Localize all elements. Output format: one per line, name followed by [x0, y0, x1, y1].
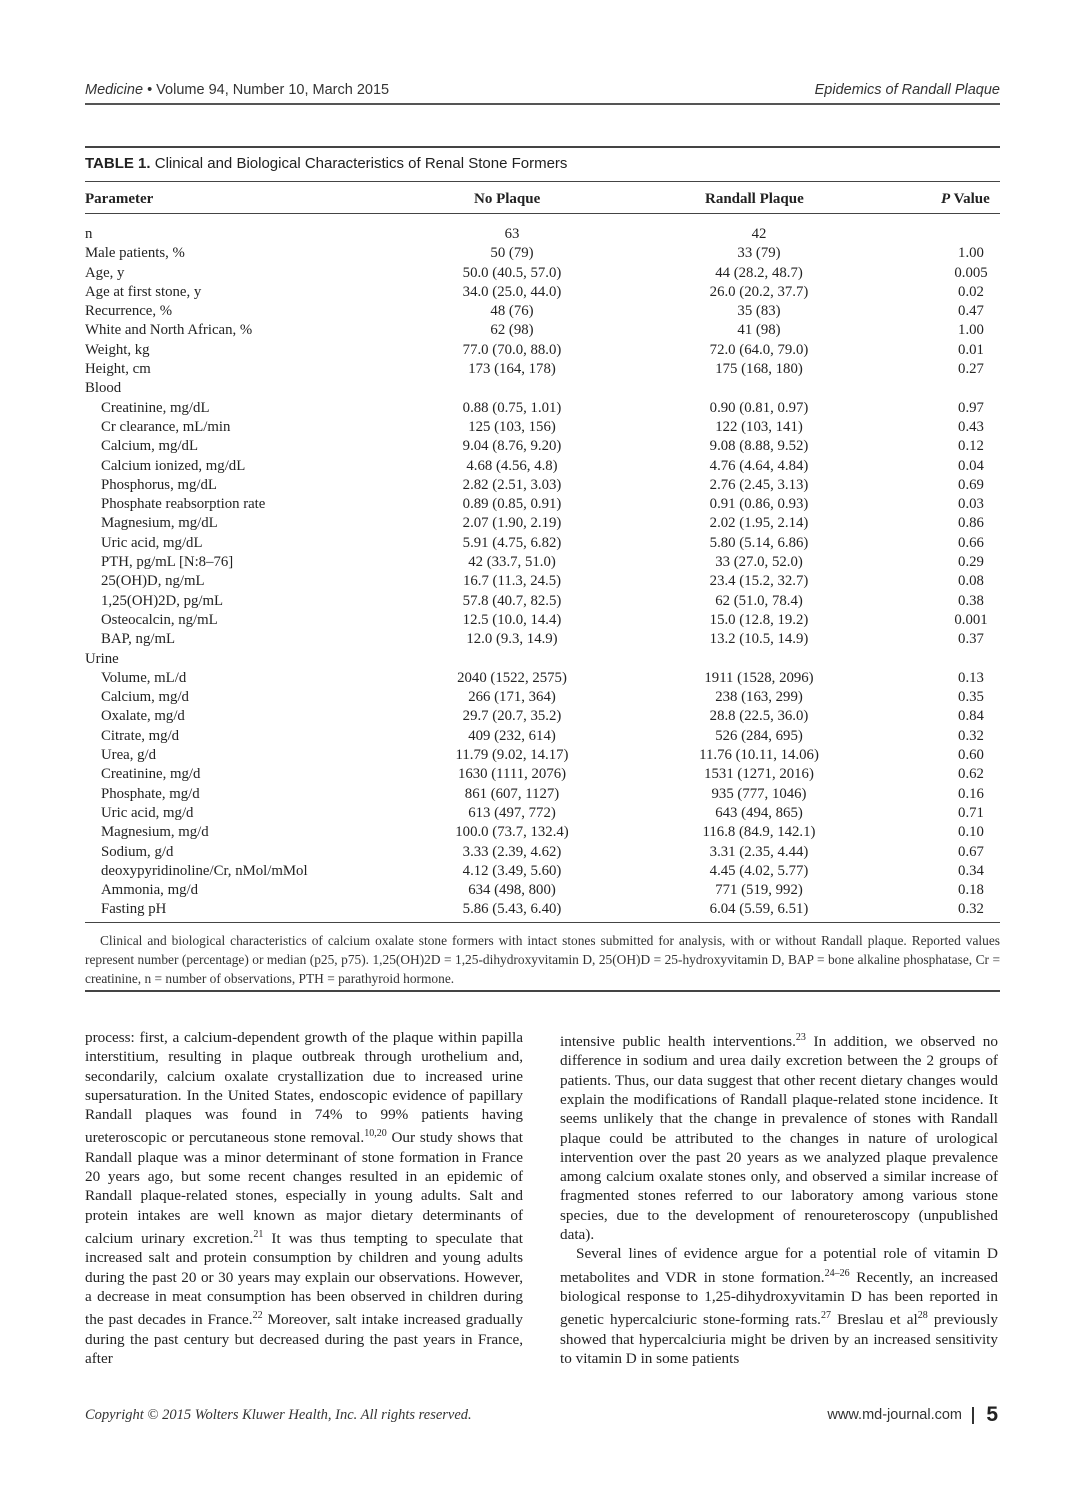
header-bullet: • [147, 82, 153, 98]
table-row [85, 688, 1000, 707]
p-italic: P [941, 191, 951, 207]
cell-p-value: 0.16 [958, 785, 984, 802]
cell-no-plaque: 50.0 (40.5, 57.0) [462, 264, 562, 281]
cell-no-plaque: 125 (103, 156) [468, 418, 556, 435]
cell-parameter: Male patients, % [85, 245, 185, 262]
table-row [85, 534, 1000, 553]
cell-no-plaque: 11.79 (9.02, 14.17) [455, 747, 569, 764]
cell-parameter: Creatinine, mg/d [101, 766, 201, 783]
citation[interactable]: 10,20 [364, 1128, 387, 1140]
cell-parameter: n [85, 226, 93, 242]
page-footer [85, 1404, 1000, 1428]
table-row [85, 283, 1000, 302]
cell-parameter: 1,25(OH)2D, pg/mL [101, 592, 224, 609]
header-divider [85, 103, 1000, 105]
cell-randall-plaque: 4.76 (4.64, 4.84) [709, 457, 809, 474]
cell-p-value: 0.43 [958, 418, 984, 435]
cell-no-plaque: 613 (497, 772) [468, 804, 556, 821]
footer-separator [972, 1407, 974, 1424]
table-body [85, 225, 1000, 920]
cell-no-plaque: 4.12 (3.49, 5.60) [462, 862, 562, 879]
citation[interactable]: 27 [820, 1310, 831, 1322]
cell-p-value: 0.62 [958, 766, 984, 783]
cell-randall-plaque: 35 (83) [737, 303, 781, 320]
cell-randall-plaque: 44 (28.2, 48.7) [715, 264, 803, 281]
cell-p-value: 0.47 [958, 303, 984, 320]
cell-randall-plaque: 0.90 (0.81, 0.97) [709, 399, 809, 416]
cell-no-plaque: 9.04 (8.76, 9.20) [462, 438, 562, 455]
cell-no-plaque: 409 (232, 614) [468, 727, 556, 744]
cell-parameter: Calcium, mg/dL [101, 438, 198, 455]
citation[interactable]: 24–26 [824, 1267, 850, 1279]
cell-randall-plaque: 62 (51.0, 78.4) [715, 592, 803, 609]
paragraph [85, 1028, 523, 1368]
cell-p-value: 0.03 [958, 496, 984, 513]
cell-parameter: BAP, ng/mL [101, 631, 175, 648]
table-row [85, 862, 1000, 881]
body-text: previously showed that hypercalciuria might be driven by an increased sensitivity to vitamin D in some patients [560, 1311, 998, 1367]
cell-parameter: Sodium, g/d [101, 843, 174, 860]
journal-info [85, 82, 389, 98]
table-bottom-rule [85, 922, 1000, 923]
cell-randall-plaque: 33 (79) [737, 245, 781, 262]
cell-no-plaque: 2.07 (1.90, 2.19) [462, 515, 562, 532]
cell-parameter: Age at first stone, y [85, 283, 202, 300]
cell-no-plaque: 266 (171, 364) [468, 689, 556, 706]
cell-randall-plaque: 42 [751, 226, 767, 242]
journal-volume: Volume 94, Number 10, March 2015 [156, 82, 390, 98]
table-row [85, 843, 1000, 862]
cell-randall-plaque: 1911 (1528, 2096) [704, 669, 814, 686]
journal-name: Medicine [85, 82, 144, 98]
table-row [85, 514, 1000, 533]
cell-parameter: Fasting pH [101, 901, 167, 918]
cell-p-value: 0.86 [958, 515, 984, 532]
table-row [85, 457, 1000, 476]
citation[interactable]: 22 [252, 1310, 263, 1322]
page-number: 5 [986, 1403, 998, 1426]
cell-randall-plaque: 9.08 (8.88, 9.52) [709, 438, 809, 455]
cell-parameter: Urea, g/d [101, 747, 157, 764]
table-row [85, 785, 1000, 804]
cell-parameter: Calcium ionized, mg/dL [101, 457, 246, 474]
cell-parameter: Calcium, mg/d [101, 689, 189, 706]
cell-no-plaque: 48 (76) [490, 303, 534, 320]
body-text: Breslau et al [830, 1311, 918, 1329]
cell-p-value: 1.00 [958, 322, 984, 339]
cell-p-value: 0.001 [954, 611, 988, 628]
cell-p-value: 0.97 [958, 399, 984, 416]
table-row [85, 302, 1000, 321]
table-row [85, 881, 1000, 900]
cell-p-value: 0.12 [958, 438, 984, 455]
table-row [85, 264, 1000, 283]
cell-parameter: 25(OH)D, ng/mL [101, 573, 205, 590]
cell-parameter: White and North African, % [85, 322, 253, 339]
cell-p-value: 0.67 [958, 843, 984, 860]
cell-p-value: 0.34 [958, 862, 984, 879]
paragraph [560, 1244, 998, 1368]
cell-randall-plaque: 41 (98) [737, 322, 781, 339]
cell-randall-plaque: 72.0 (64.0, 79.0) [709, 341, 809, 358]
cell-no-plaque: 62 (98) [490, 322, 534, 339]
cell-randall-plaque: 2.76 (2.45, 3.13) [709, 476, 809, 493]
body-text: Recently, an increased biological response to 1,25-dihydroxyvitamin D has been reported in genetic hypercalciuric stone-forming rats. [560, 1268, 998, 1329]
cell-randall-plaque: 13.2 (10.5, 14.9) [709, 631, 809, 648]
cell-randall-plaque: 5.80 (5.14, 6.86) [709, 534, 809, 551]
table-row [85, 707, 1000, 726]
citation[interactable]: 28 [917, 1310, 928, 1322]
cell-randall-plaque: 33 (27.0, 52.0) [715, 554, 803, 571]
cell-parameter: Osteocalcin, ng/mL [101, 611, 218, 628]
cell-no-plaque: 63 [504, 226, 520, 242]
column-header-parameter: Parameter [85, 191, 154, 207]
cell-no-plaque: 4.68 (4.56, 4.8) [466, 457, 558, 474]
table-row [85, 553, 1000, 572]
cell-p-value: 0.69 [958, 476, 984, 493]
body-text: process: first, a calcium-dependent growth of the plaque within papilla interstitium, resulting in plaque outbreak through urothelium and, secondarily, calcium oxalate crystallization due to increased urine supersaturation. In the United States, endoscopic evidence of papillary Randall plaques was found in 74% to 99% patients having ureteroscopic or percutaneous stone removal. [85, 1029, 523, 1147]
table-caption [85, 155, 1000, 172]
body-text: Our study shows that Randall plaque was a minor determinant of stone formation in France 20 years ago, but some recent changes resulted in an epidemic of Randall plaque-related stones, especially in young adults. Salt and protein intakes are well known as major dietary determinants of calcium urinary excretion. [85, 1129, 523, 1248]
table-header-bottom-rule [85, 213, 1000, 214]
table-row [85, 669, 1000, 688]
running-header [85, 78, 1000, 102]
cell-parameter: Cr clearance, mL/min [101, 418, 231, 435]
table-row [85, 630, 1000, 649]
table-row [85, 476, 1000, 495]
body-column-right [560, 1028, 998, 1368]
cell-no-plaque: 634 (498, 800) [468, 882, 556, 899]
body-column-left [85, 1028, 523, 1368]
cell-randall-plaque: 4.45 (4.02, 5.77) [709, 862, 809, 879]
table-row [85, 611, 1000, 630]
table-row [85, 495, 1000, 514]
cell-no-plaque: 5.86 (5.43, 6.40) [462, 901, 562, 918]
cell-no-plaque: 0.89 (0.85, 0.91) [462, 496, 562, 513]
cell-randall-plaque: 3.31 (2.35, 4.44) [709, 843, 809, 860]
column-header-randall-plaque: Randall Plaque [705, 191, 804, 207]
table-row [85, 650, 1000, 669]
cell-no-plaque: 50 (79) [490, 245, 534, 262]
body-text: In addition, we observed no difference in sodium and urea daily excretion between the 2 groups of patients. Thus, our data suggest that other recent dietary changes would explain the modifications of Randall plaque-related stone incidence. It seems unlikely that the change in prevalence of stones with Randall plaque could be attributed to the changes in nature of urological intervention over the past 20 years as we analyzed plaque prevalence among calcium oxalate stones only, and observed a similar increase of fragmented stones referred to our laboratory among various stone species, due to the development of renoureteroscopy (unpublished data). [560, 1033, 998, 1244]
cell-no-plaque: 2040 (1522, 2575) [457, 669, 567, 686]
cell-parameter: Age, y [85, 264, 125, 281]
body-text: It was thus tempting to speculate that increased salt and protein consumption by children and young adults during the past 20 or 30 years may explain our observations. However, a decrease in meat consumption has been observed in children during the past decades in France. [85, 1230, 523, 1329]
table-row [85, 244, 1000, 263]
journal-url-link[interactable]: www.md-journal.com [827, 1407, 962, 1423]
cell-no-plaque: 12.5 (10.0, 14.4) [462, 611, 562, 628]
cell-randall-plaque: 2.02 (1.95, 2.14) [709, 515, 809, 532]
cell-p-value: 0.10 [958, 824, 984, 841]
table-row [85, 746, 1000, 765]
citation[interactable]: 21 [253, 1229, 264, 1241]
table-row [85, 804, 1000, 823]
cell-parameter: Oxalate, mg/d [101, 708, 185, 725]
cell-randall-plaque: 0.91 (0.86, 0.93) [709, 496, 809, 513]
cell-randall-plaque: 23.4 (15.2, 32.7) [709, 573, 809, 590]
cell-randall-plaque: 643 (494, 865) [715, 804, 803, 821]
paragraph [560, 1028, 998, 1244]
table-title: Clinical and Biological Characteristics of Renal Stone Formers [154, 155, 568, 172]
cell-no-plaque: 57.8 (40.7, 82.5) [462, 592, 562, 609]
cell-parameter: Phosphorus, mg/dL [101, 476, 217, 493]
cell-randall-plaque: 1531 (1271, 2016) [704, 766, 814, 783]
cell-p-value: 0.04 [958, 457, 984, 474]
cell-no-plaque: 861 (607, 1127) [464, 785, 560, 802]
cell-parameter: Ammonia, mg/d [101, 882, 198, 899]
cell-randall-plaque: 26.0 (20.2, 37.7) [709, 283, 809, 300]
table-row [85, 572, 1000, 591]
cell-no-plaque: 34.0 (25.0, 44.0) [462, 283, 562, 300]
cell-p-value: 0.32 [958, 901, 984, 918]
column-header-no-plaque: No Plaque [474, 191, 541, 207]
cell-randall-plaque: 6.04 (5.59, 6.51) [709, 901, 809, 918]
cell-p-value: 0.005 [954, 264, 988, 281]
cell-parameter: Volume, mL/d [101, 669, 187, 686]
cell-parameter: Weight, kg [85, 341, 150, 358]
cell-no-plaque: 173 (164, 178) [468, 361, 556, 378]
cell-no-plaque: 0.88 (0.75, 1.01) [462, 399, 562, 416]
table-row [85, 321, 1000, 340]
body-text: Several lines of evidence argue for a potential role of vitamin D metabolites and VDR in stone formation. [560, 1245, 998, 1286]
table-top-divider [85, 146, 1000, 148]
cell-randall-plaque: 122 (103, 141) [715, 418, 803, 435]
cell-parameter: Urine [85, 650, 119, 667]
table-row [85, 341, 1000, 360]
cell-p-value: 0.27 [958, 361, 984, 378]
table-row [85, 418, 1000, 437]
cell-randall-plaque: 935 (777, 1046) [711, 785, 807, 802]
cell-randall-plaque: 175 (168, 180) [715, 361, 803, 378]
cell-parameter: Magnesium, mg/d [101, 824, 209, 841]
cell-p-value: 0.37 [958, 631, 984, 648]
cell-no-plaque: 12.0 (9.3, 14.9) [466, 631, 558, 648]
cell-randall-plaque: 11.76 (10.11, 14.06) [699, 747, 819, 764]
cell-randall-plaque: 526 (284, 695) [715, 727, 803, 744]
cell-parameter: Citrate, mg/d [101, 727, 180, 744]
cell-randall-plaque: 116.8 (84.9, 142.1) [702, 824, 816, 841]
cell-parameter: Height, cm [85, 361, 151, 378]
cell-p-value: 0.02 [958, 283, 984, 300]
cell-parameter: PTH, pg/mL [N:8–76] [101, 554, 234, 571]
cell-no-plaque: 1630 (1111, 2076) [457, 766, 567, 783]
cell-p-value: 0.35 [958, 689, 984, 706]
cell-no-plaque: 2.82 (2.51, 3.03) [462, 476, 562, 493]
cell-randall-plaque: 771 (519, 992) [715, 882, 803, 899]
cell-p-value: 0.84 [958, 708, 984, 725]
cell-p-value: 0.01 [958, 341, 984, 358]
cell-p-value: 0.29 [958, 554, 984, 571]
table-row [85, 765, 1000, 784]
cell-randall-plaque: 15.0 (12.8, 19.2) [709, 611, 809, 628]
cell-p-value: 0.66 [958, 534, 984, 551]
table-row [85, 225, 1000, 244]
cell-p-value: 0.71 [958, 804, 984, 821]
table-end-divider [85, 990, 1000, 992]
table-row [85, 592, 1000, 611]
cell-no-plaque: 29.7 (20.7, 35.2) [462, 708, 562, 725]
table-row [85, 399, 1000, 418]
cell-no-plaque: 3.33 (2.39, 4.62) [462, 843, 562, 860]
cell-parameter: Uric acid, mg/d [101, 804, 194, 821]
table-footnote: Clinical and biological characteristics of calcium oxalate stone formers with intact stones submitted for analysis, with or without Randall plaque. Reported values represent number (percentage) or median (p25, p75). 1,25(OH)2D = 1,25-dihydroxyvitamin D, 25(OH)D = 25-hydroxyvitamin D, BAP = bone alkaline phosphatase, Cr = creatinine, n = number of observations, PTH = parathyroid hormone. [85, 933, 1000, 986]
table-row [85, 823, 1000, 842]
table-row [85, 727, 1000, 746]
cell-parameter: Creatinine, mg/dL [101, 399, 210, 416]
cell-parameter: Recurrence, % [85, 303, 173, 320]
cell-no-plaque: 5.91 (4.75, 6.82) [462, 534, 562, 551]
cell-parameter: Uric acid, mg/dL [101, 534, 203, 551]
citation[interactable]: 23 [795, 1032, 806, 1043]
cell-no-plaque: 42 (33.7, 51.0) [468, 554, 556, 571]
cell-randall-plaque: 238 (163, 299) [715, 689, 803, 706]
cell-no-plaque: 16.7 (11.3, 24.5) [462, 573, 562, 590]
table-row [85, 379, 1000, 398]
cell-p-value: 1.00 [958, 245, 984, 262]
body-text: Moreover, salt intake increased gradually during the past century but decreased during the past years in France, after [85, 1311, 523, 1367]
table-row [85, 437, 1000, 456]
cell-p-value: 0.60 [958, 747, 984, 764]
cell-p-value: 0.13 [958, 669, 984, 686]
cell-p-value: 0.38 [958, 592, 984, 609]
cell-parameter: Phosphate, mg/d [101, 785, 200, 802]
running-title: Epidemics of Randall Plaque [814, 82, 1000, 98]
table-row [85, 900, 1000, 919]
copyright: Copyright © 2015 Wolters Kluwer Health, Inc. All rights reserved. [85, 1407, 472, 1423]
cell-p-value: 0.32 [958, 727, 984, 744]
table-header-top-rule [85, 181, 1000, 182]
cell-p-value: 0.18 [958, 882, 984, 899]
column-header-p-value: P Value [941, 191, 990, 207]
table-row [85, 360, 1000, 379]
table-label: TABLE 1. [85, 155, 151, 172]
cell-parameter: Magnesium, mg/dL [101, 515, 218, 532]
cell-parameter: deoxypyridinoline/Cr, nMol/mMol [101, 862, 308, 879]
cell-p-value: 0.08 [958, 573, 984, 590]
cell-no-plaque: 100.0 (73.7, 132.4) [455, 824, 569, 841]
cell-randall-plaque: 28.8 (22.5, 36.0) [709, 708, 809, 725]
cell-no-plaque: 77.0 (70.0, 88.0) [462, 341, 562, 358]
cell-parameter: Blood [85, 380, 122, 397]
body-text: intensive public health interventions. [560, 1033, 796, 1051]
cell-parameter: Phosphate reabsorption rate [101, 496, 266, 513]
